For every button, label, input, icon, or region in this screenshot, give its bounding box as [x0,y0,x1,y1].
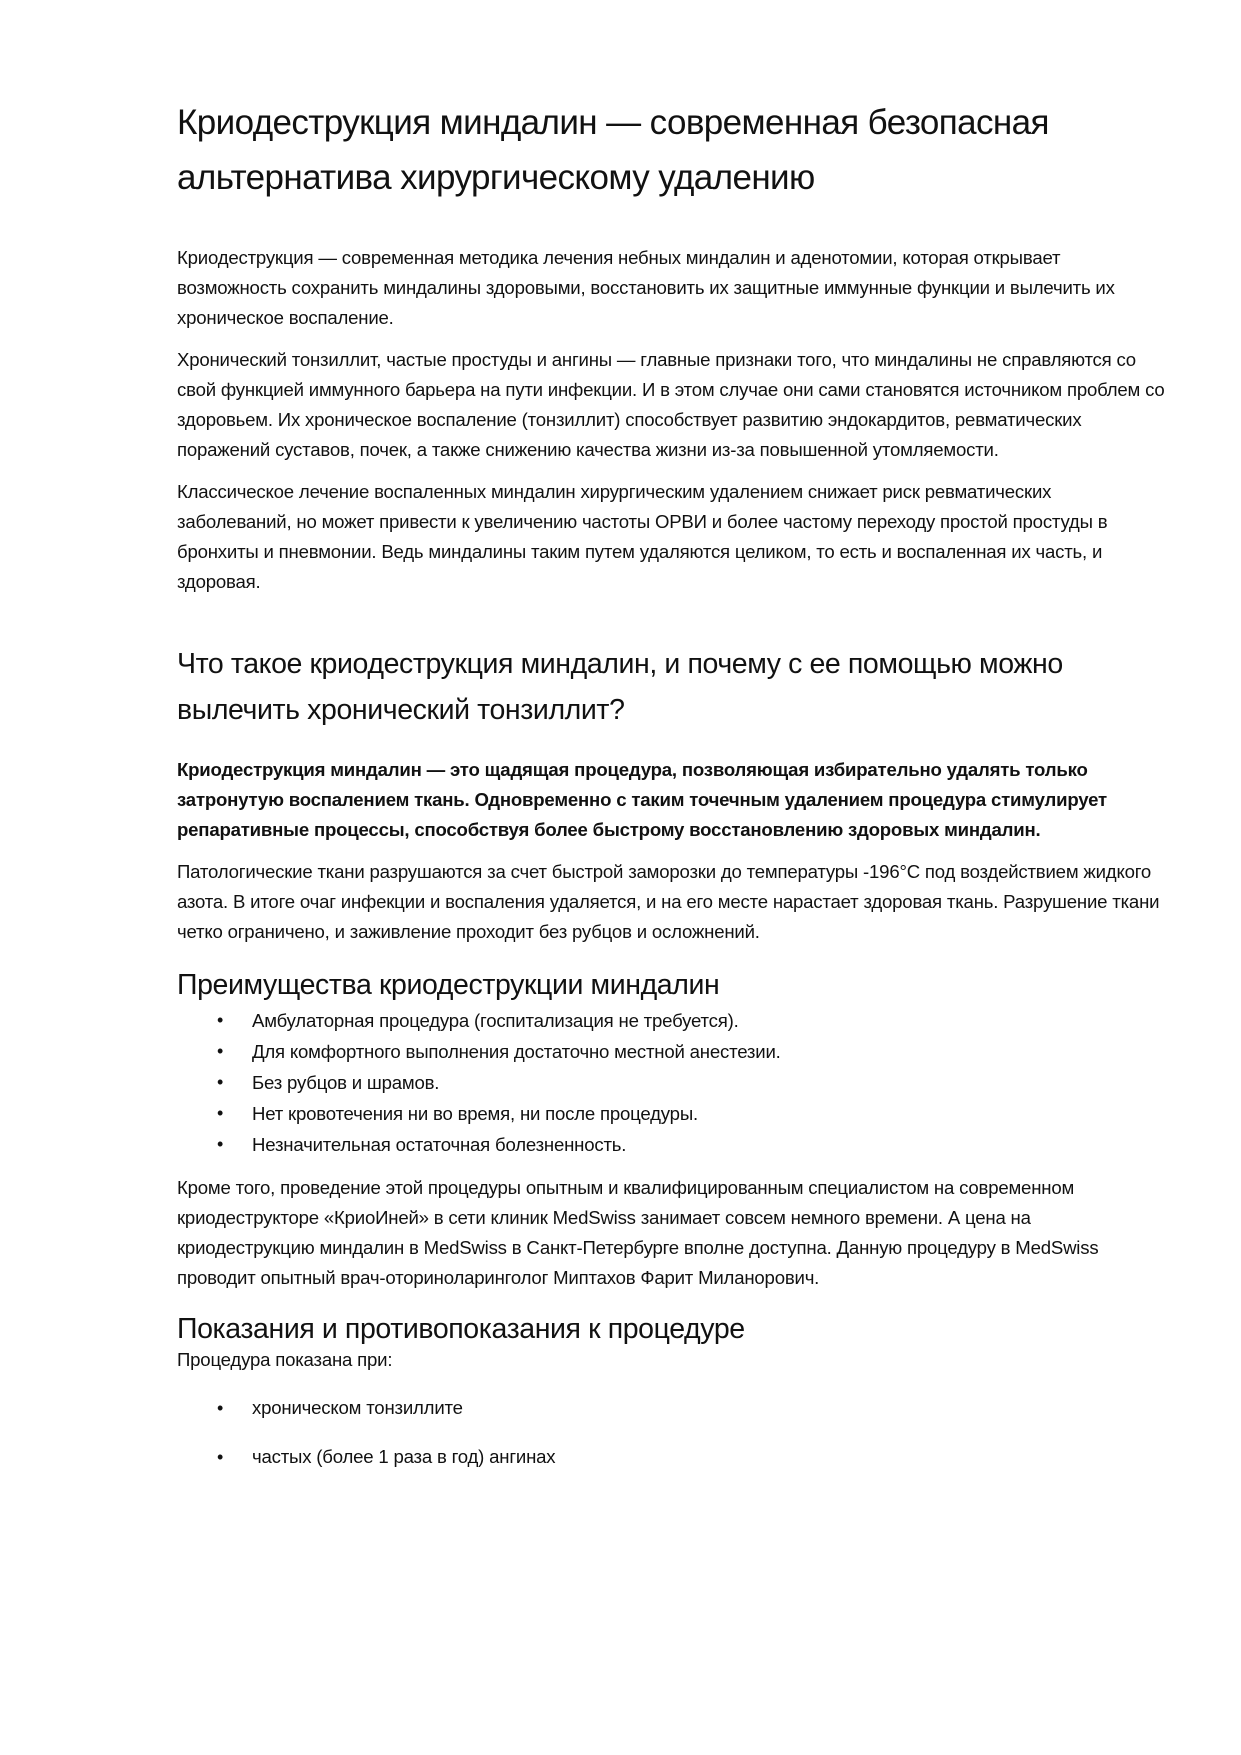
section-what-is-bold-paragraph: Криодеструкция миндалин — это щадящая процедура, позволяющая избирательно удалять только затронутую воспалением ткань. Одновременно с таким точечным удалением процедура стимулирует репаративные процессы, способствуя более быстрому восстановлению здоровых миндалин. [177,759,1107,840]
intro-paragraph-1: Криодеструкция — современная методика лечения небных миндалин и аденотомии, которая открывает возможность сохранить миндалины здоровыми, восстановить их защитные иммунные функции и вылечить их хроническое воспаление. [177,247,1115,328]
bullet-icon: • [217,1041,224,1061]
bullet-icon: • [217,1072,224,1092]
indications-list [177,1393,1167,1472]
document-content [177,95,1167,1491]
list-item: • Незначительная остаточная болезненность. [177,1129,1167,1160]
bullet-icon: • [217,1103,224,1123]
intro-paragraph-2: Хронический тонзиллит, частые простуды и ангины — главные признаки того, что миндалины не справляются со свой функцией иммунного барьера на пути инфекции. И в этом случае они сами становятся источником проблем со здоровьем. Их хроническое воспаление (тонзиллит) способствует развитию эндокардитов, ревматических поражений суставов, почек, а также снижению качества жизни из-за повышенной утомляемости. [177,349,1165,460]
list-item: • Нет кровотечения ни во время, ни после процедуры. [177,1098,1167,1129]
indications-lead: Процедура показана при: [177,1349,393,1370]
section-heading-advantages: Преимущества криодеструкции миндалин [177,969,720,1001]
section-what-is-paragraph: Патологические ткани разрушаются за счет быстрой заморозки до температуры -196°С под воздействием жидкого азота. В итоге очаг инфекции и воспаления удаляется, и на его месте нарастает здоровая ткань. Разрушение ткани четко ограничено, и заживление проходит без рубцов и осложнений. [177,861,1160,942]
section-heading-what-is: Что такое криодеструкция миндалин, и почему с ее помощью можно вылечить хронический тонзиллит? [177,648,1063,726]
advantages-paragraph: Кроме того, проведение этой процедуры опытным и квалифицированным специалистом на современном криодеструкторе «КриоИней» в сети клиник MedSwiss занимает совсем немного времени. А цена на криодеструкцию миндалин в MedSwiss в Санкт-Петербурге вполне доступна. Данную процедуру в MedSwiss проводит опытный врач-оториноларинголог Миптахов Фарит Миланорович. [177,1177,1099,1288]
bullet-icon: • [217,1447,224,1467]
list-item: • Без рубцов и шрамов. [177,1067,1167,1098]
page-title: Криодеструкция миндалин — современная безопасная альтернатива хирургическому удалению [177,103,1049,197]
section-heading-indications: Показания и противопоказания к процедуре [177,1313,745,1345]
list-item: • хроническом тонзиллите [177,1393,1167,1423]
list-item: • Амбулаторная процедура (госпитализация не требуется). [177,1005,1167,1036]
list-item: • частых (более 1 раза в год) ангинах [177,1442,1167,1472]
bullet-icon: • [217,1134,224,1154]
list-item: • Для комфортного выполнения достаточно местной анестезии. [177,1036,1167,1067]
advantages-list [177,1005,1167,1160]
bullet-icon: • [217,1398,224,1418]
intro-paragraph-3: Классическое лечение воспаленных миндалин хирургическим удалением снижает риск ревматических заболеваний, но может привести к увеличению частоты ОРВИ и более частому переходу простой простуды в бронхиты и пневмонии. Ведь миндалины таким путем удаляются целиком, то есть и воспаленная их часть, и здоровая. [177,481,1108,592]
bullet-icon: • [217,1010,224,1030]
